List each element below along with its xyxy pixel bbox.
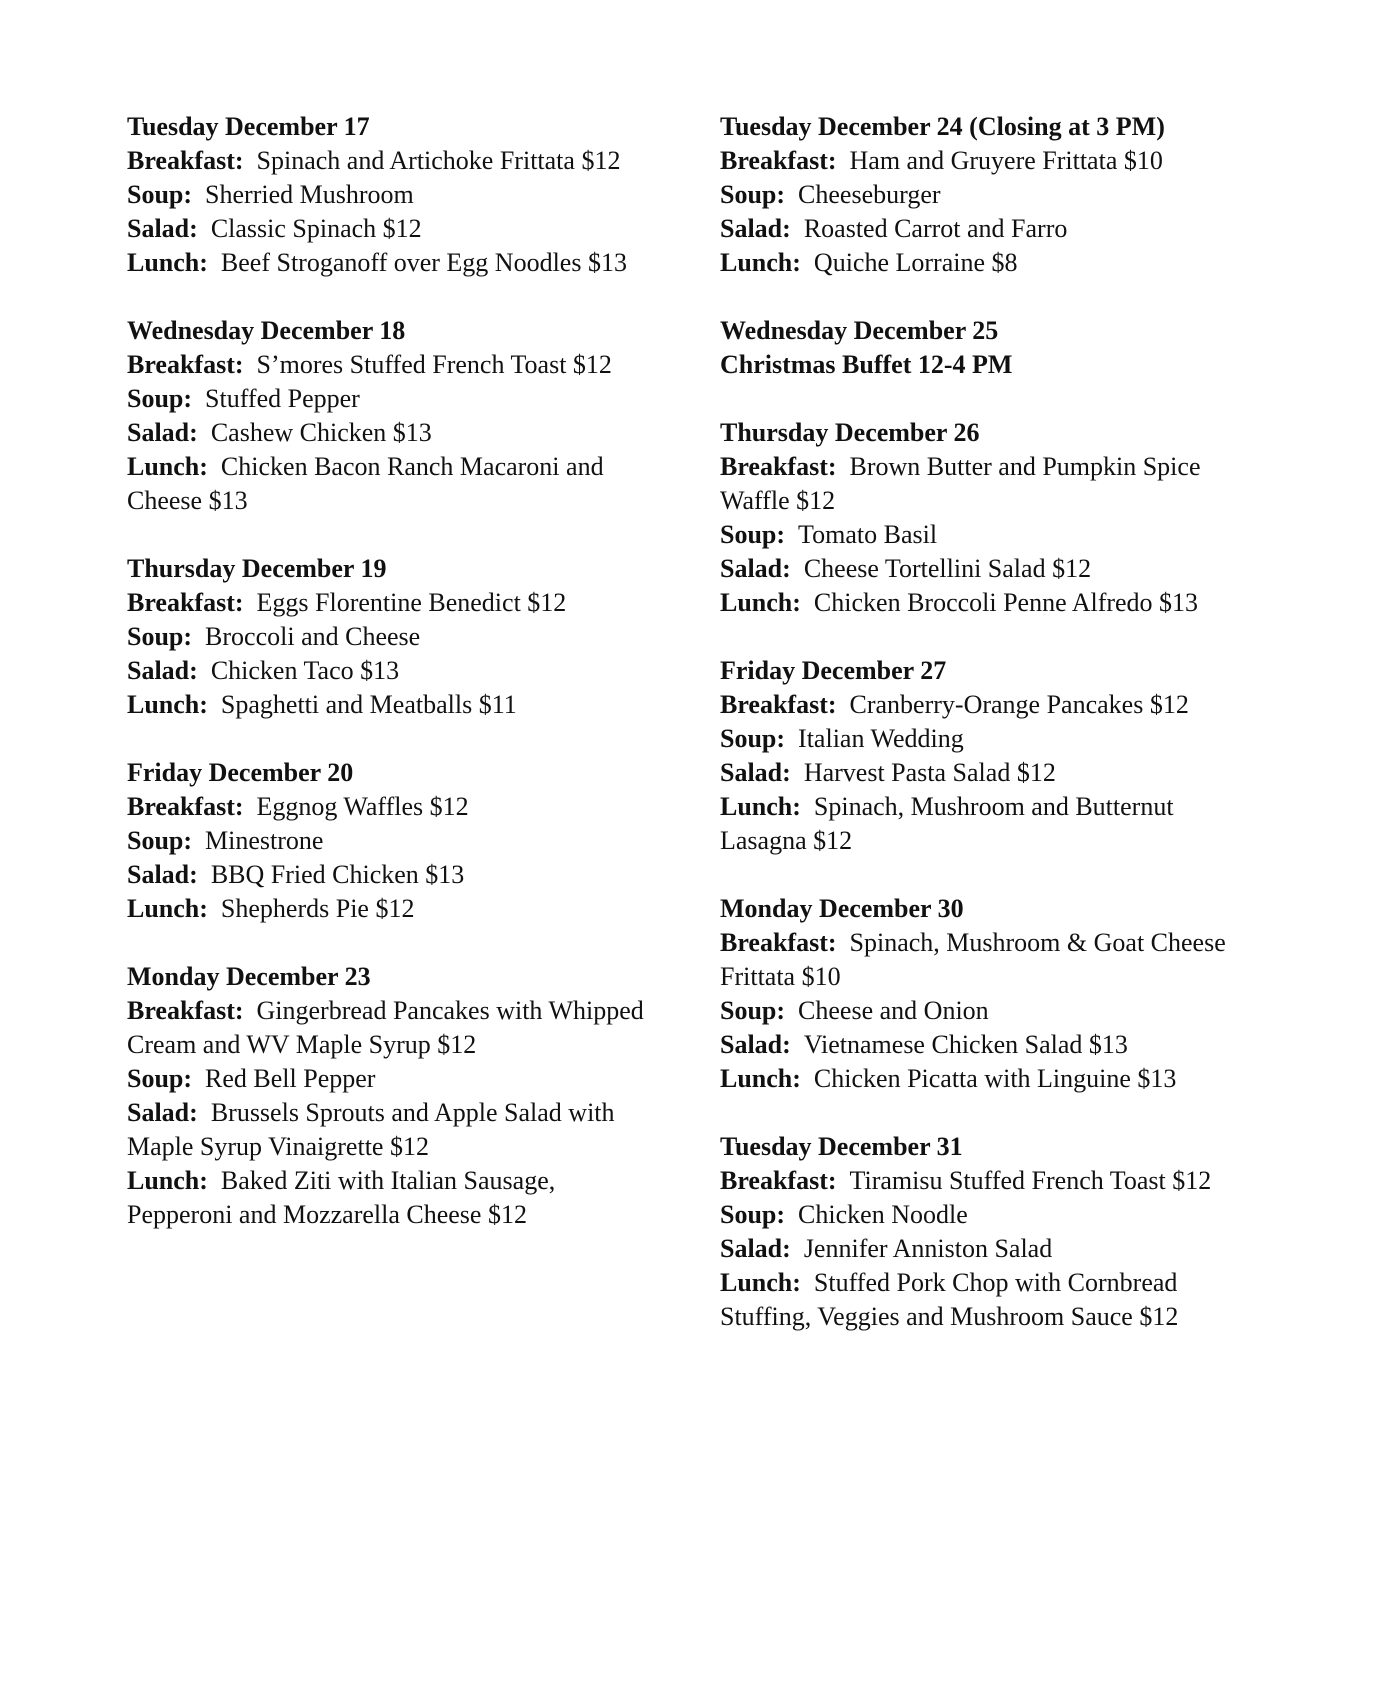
- day-subtitle: Christmas Buffet 12-4 PM: [720, 350, 1013, 379]
- meal-text: Broccoli and Cheese: [205, 622, 421, 651]
- meal-label: Lunch:: [127, 894, 208, 923]
- meal-text: Shepherds Pie $12: [220, 894, 415, 923]
- meal-line: [720, 586, 1260, 620]
- meal-line: [127, 654, 657, 688]
- meal-label: Soup:: [720, 520, 786, 549]
- meal-label: Breakfast:: [127, 146, 244, 175]
- left-column: [127, 110, 657, 1266]
- meal-label: Lunch:: [720, 248, 801, 277]
- meal-text: Eggnog Waffles $12: [256, 792, 469, 821]
- meal-text: Baked Ziti with Italian Sausage, Pepperoni and Mozzarella Cheese $12: [127, 1166, 556, 1229]
- meal-text: Minestrone: [205, 826, 324, 855]
- meal-label: Breakfast:: [720, 928, 837, 957]
- meal-line: [720, 1164, 1260, 1198]
- meal-line: [720, 450, 1260, 518]
- meal-text: Eggs Florentine Benedict $12: [256, 588, 567, 617]
- meal-label: Salad:: [720, 554, 791, 583]
- meal-label: Breakfast:: [127, 350, 244, 379]
- day-block: [720, 1130, 1260, 1334]
- meal-label: Lunch:: [127, 452, 208, 481]
- meal-label: Soup:: [127, 826, 193, 855]
- meal-text: Chicken Picatta with Linguine $13: [813, 1064, 1177, 1093]
- meal-label: Lunch:: [720, 792, 801, 821]
- meal-label: Soup:: [720, 724, 786, 753]
- meal-text: Spinach and Artichoke Frittata $12: [256, 146, 621, 175]
- day-title: Wednesday December 25: [720, 316, 999, 345]
- meal-label: Lunch:: [720, 1064, 801, 1093]
- meal-text: Vietnamese Chicken Salad $13: [803, 1030, 1128, 1059]
- meal-label: Lunch:: [127, 248, 208, 277]
- meal-text: Spinach, Mushroom & Goat Cheese Frittata $10: [720, 928, 1226, 991]
- meal-label: Breakfast:: [127, 996, 244, 1025]
- meal-line: [127, 1096, 657, 1164]
- meal-label: Soup:: [127, 180, 193, 209]
- meal-text: Harvest Pasta Salad $12: [803, 758, 1056, 787]
- meal-line: [127, 858, 657, 892]
- meal-line: [720, 756, 1260, 790]
- meal-line: [720, 790, 1260, 858]
- meal-line: [127, 1062, 657, 1096]
- meal-line: [720, 1062, 1260, 1096]
- meal-label: Breakfast:: [720, 1166, 837, 1195]
- meal-text: Red Bell Pepper: [205, 1064, 376, 1093]
- meal-text: Brown Butter and Pumpkin Spice Waffle $12: [720, 452, 1201, 515]
- meal-text: S’mores Stuffed French Toast $12: [256, 350, 612, 379]
- day-block: [720, 892, 1260, 1096]
- meal-label: Breakfast:: [720, 146, 837, 175]
- meal-text: Classic Spinach $12: [210, 214, 422, 243]
- meal-label: Soup:: [127, 1064, 193, 1093]
- meal-label: Soup:: [720, 180, 786, 209]
- meal-line: [127, 144, 657, 178]
- day-block: [720, 110, 1260, 280]
- right-column: [720, 110, 1260, 1368]
- meal-line: [127, 688, 657, 722]
- meal-label: Soup:: [720, 996, 786, 1025]
- meal-label: Soup:: [127, 384, 193, 413]
- meal-text: Cheeseburger: [798, 180, 941, 209]
- meal-label: Breakfast:: [720, 452, 837, 481]
- meal-text: Cheese Tortellini Salad $12: [803, 554, 1092, 583]
- meal-text: Stuffed Pepper: [205, 384, 360, 413]
- meal-text: Beef Stroganoff over Egg Noodles $13: [220, 248, 627, 277]
- meal-label: Salad:: [127, 418, 198, 447]
- meal-line: [127, 994, 657, 1062]
- meal-line: [720, 994, 1260, 1028]
- meal-label: Salad:: [720, 1234, 791, 1263]
- meal-label: Soup:: [720, 1200, 786, 1229]
- day-block: [720, 314, 1260, 382]
- day-block: [127, 756, 657, 926]
- meal-text: Chicken Taco $13: [210, 656, 400, 685]
- meal-line: [127, 348, 657, 382]
- meal-label: Breakfast:: [127, 792, 244, 821]
- meal-label: Salad:: [127, 1098, 198, 1127]
- meal-text: Brussels Sprouts and Apple Salad with Maple Syrup Vinaigrette $12: [127, 1098, 615, 1161]
- meal-line: [720, 1028, 1260, 1062]
- meal-text: Ham and Gruyere Frittata $10: [849, 146, 1163, 175]
- meal-text: Chicken Bacon Ranch Macaroni and Cheese $13: [127, 452, 604, 515]
- day-title: Monday December 23: [127, 962, 371, 991]
- meal-text: BBQ Fried Chicken $13: [210, 860, 465, 889]
- meal-text: Chicken Noodle: [798, 1200, 968, 1229]
- meal-text: Roasted Carrot and Farro: [803, 214, 1068, 243]
- meal-text: Cashew Chicken $13: [210, 418, 432, 447]
- meal-line: [720, 722, 1260, 756]
- meal-line: [720, 1266, 1260, 1334]
- meal-text: Tomato Basil: [798, 520, 938, 549]
- meal-label: Salad:: [720, 758, 791, 787]
- meal-line: [720, 1232, 1260, 1266]
- meal-label: Salad:: [127, 656, 198, 685]
- day-block: [127, 314, 657, 518]
- meal-line: [127, 212, 657, 246]
- day-title: Wednesday December 18: [127, 316, 406, 345]
- meal-label: Salad:: [127, 860, 198, 889]
- meal-label: Salad:: [720, 1030, 791, 1059]
- meal-line: [127, 1164, 657, 1232]
- meal-label: Lunch:: [127, 1166, 208, 1195]
- meal-label: Salad:: [127, 214, 198, 243]
- meal-label: Lunch:: [720, 1268, 801, 1297]
- meal-line: [720, 178, 1260, 212]
- meal-line: [127, 450, 657, 518]
- day-block: [720, 654, 1260, 858]
- meal-line: [127, 824, 657, 858]
- meal-label: Lunch:: [127, 690, 208, 719]
- day-title: Tuesday December 31: [720, 1132, 963, 1161]
- meal-line: [127, 892, 657, 926]
- meal-line: [720, 212, 1260, 246]
- meal-label: Lunch:: [720, 588, 801, 617]
- meal-text: Sherried Mushroom: [205, 180, 414, 209]
- day-block: [127, 110, 657, 280]
- meal-line: [720, 688, 1260, 722]
- meal-text: Stuffed Pork Chop with Cornbread Stuffing, Veggies and Mushroom Sauce $12: [720, 1268, 1179, 1331]
- meal-text: Spaghetti and Meatballs $11: [220, 690, 517, 719]
- meal-text: Cranberry-Orange Pancakes $12: [849, 690, 1189, 719]
- meal-line: [127, 382, 657, 416]
- day-title: Thursday December 26: [720, 418, 980, 447]
- day-title: Thursday December 19: [127, 554, 387, 583]
- day-block: [127, 960, 657, 1232]
- meal-line: [720, 552, 1260, 586]
- meal-text: Chicken Broccoli Penne Alfredo $13: [813, 588, 1199, 617]
- meal-line: [720, 926, 1260, 994]
- meal-line: [720, 246, 1260, 280]
- meal-text: Gingerbread Pancakes with Whipped Cream and WV Maple Syrup $12: [127, 996, 644, 1059]
- meal-line: [127, 586, 657, 620]
- meal-text: Cheese and Onion: [798, 996, 989, 1025]
- meal-line: [720, 1198, 1260, 1232]
- meal-text: Jennifer Anniston Salad: [803, 1234, 1053, 1263]
- meal-label: Soup:: [127, 622, 193, 651]
- meal-text: Tiramisu Stuffed French Toast $12: [849, 1166, 1212, 1195]
- meal-label: Breakfast:: [720, 690, 837, 719]
- day-title: Tuesday December 17: [127, 112, 370, 141]
- day-block: [720, 416, 1260, 620]
- meal-line: [127, 246, 657, 280]
- meal-text: Italian Wedding: [798, 724, 964, 753]
- meal-line: [127, 178, 657, 212]
- meal-line: [720, 518, 1260, 552]
- meal-line: [720, 144, 1260, 178]
- day-title: Friday December 20: [127, 758, 354, 787]
- meal-text: Quiche Lorraine $8: [813, 248, 1018, 277]
- meal-line: [127, 416, 657, 450]
- meal-label: Salad:: [720, 214, 791, 243]
- meal-text: Spinach, Mushroom and Butternut Lasagna $12: [720, 792, 1174, 855]
- meal-label: Breakfast:: [127, 588, 244, 617]
- meal-line: [127, 620, 657, 654]
- meal-line: [127, 790, 657, 824]
- day-title: Monday December 30: [720, 894, 964, 923]
- day-block: [127, 552, 657, 722]
- day-title: Tuesday December 24 (Closing at 3 PM): [720, 112, 1165, 141]
- day-title: Friday December 27: [720, 656, 947, 685]
